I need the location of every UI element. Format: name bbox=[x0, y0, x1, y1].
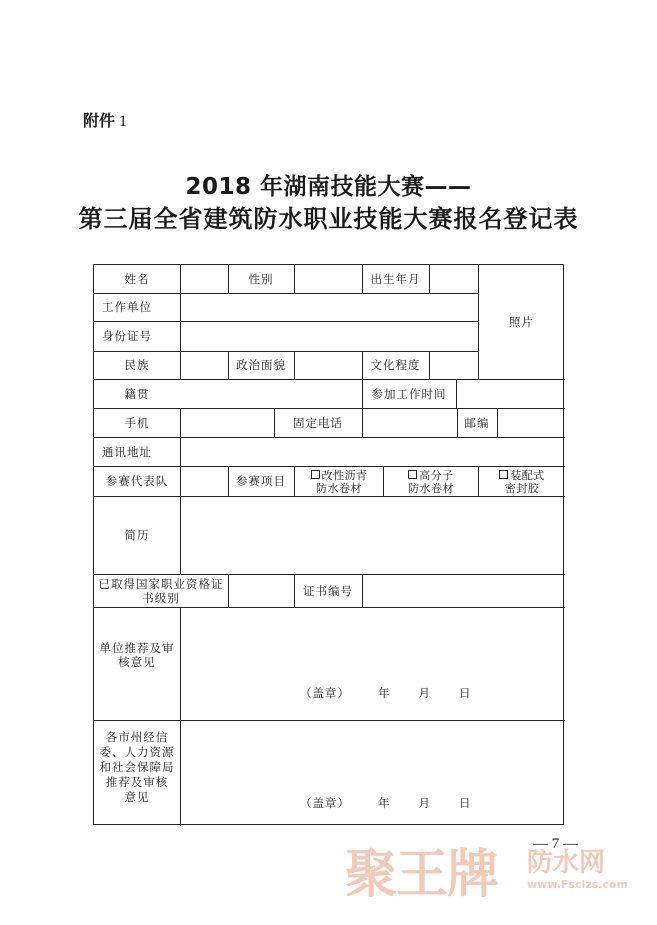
watermark-brand: 聚王牌 bbox=[345, 845, 499, 905]
label-event: 参赛项目 bbox=[236, 474, 286, 488]
label-cert-level: 已取得国家职业资格证 书级别 bbox=[98, 576, 224, 605]
label-employer: 工作单位 bbox=[102, 300, 152, 314]
unit-seal-line: （盖章） 年 月 日 bbox=[300, 686, 472, 700]
title-line-2: 第三届全省建筑防水职业技能大赛报名登记表 bbox=[78, 205, 579, 233]
landline-field[interactable] bbox=[363, 409, 456, 436]
checkbox-icon[interactable] bbox=[408, 470, 417, 479]
event-option-sealant[interactable]: 装配式 密封胶 bbox=[479, 469, 565, 495]
label-name: 姓名 bbox=[124, 272, 150, 286]
label-ethnicity: 民族 bbox=[124, 358, 150, 372]
education-field[interactable] bbox=[430, 352, 477, 378]
team-field[interactable] bbox=[181, 467, 227, 495]
label-resume: 简历 bbox=[124, 528, 150, 542]
label-political-status: 政治面貌 bbox=[236, 358, 286, 372]
id-number-field[interactable] bbox=[181, 322, 477, 350]
label-birth: 出生年月 bbox=[370, 272, 421, 286]
checkbox-icon[interactable] bbox=[311, 470, 320, 479]
checkbox-icon[interactable] bbox=[499, 470, 508, 479]
unit-opinion-field[interactable] bbox=[181, 608, 564, 719]
photo-box[interactable]: 照片 bbox=[509, 315, 534, 329]
city-seal-line: （盖章） 年 月 日 bbox=[300, 796, 472, 810]
birth-field[interactable] bbox=[430, 266, 477, 292]
cert-number-field[interactable] bbox=[363, 575, 564, 606]
event-option-modified-asphalt[interactable]: 改性沥青 防水卷材 bbox=[295, 469, 383, 495]
label-work-start: 参加工作时间 bbox=[371, 386, 447, 401]
watermark-site: 防水网 bbox=[527, 848, 606, 878]
employer-field[interactable] bbox=[181, 294, 477, 320]
ethnicity-field[interactable] bbox=[181, 352, 227, 378]
registration-form bbox=[93, 264, 564, 825]
event-option-polymer[interactable]: 高分子 防水卷材 bbox=[408, 469, 454, 495]
page-number: — 7 — bbox=[533, 836, 578, 852]
political-status-field[interactable] bbox=[295, 352, 361, 378]
mobile-field[interactable] bbox=[181, 409, 273, 436]
label-city-opinion: 各市州经信 委、人力资源 和社会保障局 推荐及审核 意见 bbox=[99, 730, 175, 804]
resume-field[interactable] bbox=[181, 497, 564, 573]
label-native-place: 籍贯 bbox=[124, 386, 150, 401]
gender-field[interactable] bbox=[295, 266, 361, 292]
label-address: 通讯地址 bbox=[102, 444, 152, 459]
label-unit-opinion: 单位推荐及审 核意见 bbox=[99, 641, 175, 669]
title-line-1: 2018 年湖南技能大赛—— bbox=[185, 174, 472, 200]
watermark-domain: www.Fsclzs.com bbox=[527, 878, 628, 891]
attachment-label: 附件 1 bbox=[83, 111, 128, 130]
address-field[interactable] bbox=[181, 438, 564, 465]
name-field[interactable] bbox=[181, 266, 227, 292]
cert-level-field[interactable] bbox=[229, 575, 293, 606]
label-mobile: 手机 bbox=[124, 415, 150, 430]
label-id-number: 身份证号 bbox=[102, 329, 152, 343]
postcode-field[interactable] bbox=[498, 409, 564, 436]
label-gender: 性别 bbox=[248, 272, 274, 286]
label-team: 参赛代表队 bbox=[105, 474, 169, 488]
label-landline: 固定电话 bbox=[293, 415, 343, 430]
label-cert-number: 证书编号 bbox=[303, 583, 353, 598]
label-education: 文化程度 bbox=[370, 358, 421, 372]
label-postcode: 邮编 bbox=[464, 415, 490, 430]
native-place-field[interactable] bbox=[181, 380, 361, 407]
work-start-field[interactable] bbox=[457, 380, 564, 407]
